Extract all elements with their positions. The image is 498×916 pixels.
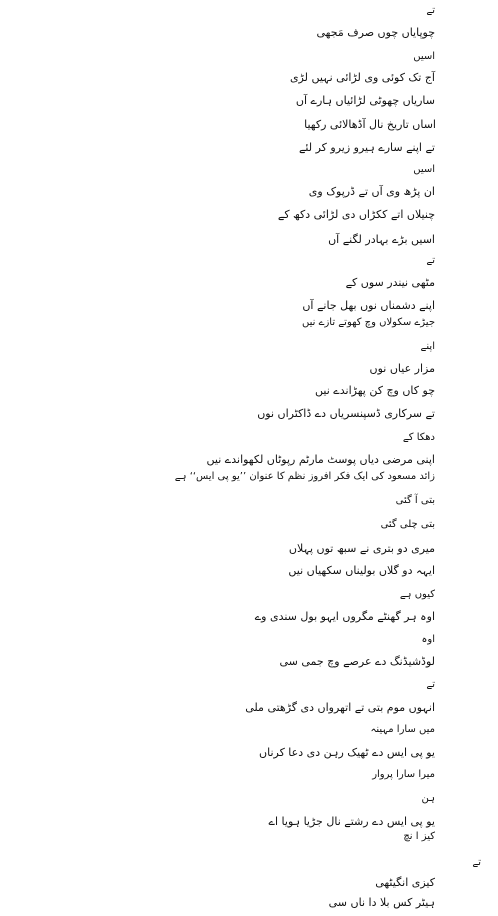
poem-line: اپنی مرضی دیاں پوسٹ مارٹم رپوٹاں لکھواندے نیں [206,453,435,466]
poem-line: تے سرکاری ڈسپنسریاں دے ڈاکٹراں نوں [257,407,435,420]
poem-line: تے [472,857,481,868]
poem-line: ایہہ دو گلاں بولیناں سکھیاں نیں [288,564,435,577]
poem-line: انہوں موم بتی تے اتھرواں دی گڑھتی ملی [245,701,435,714]
poem-line: اسیں [413,164,435,175]
poem-line: اسیں بڑے بہادر لگنے آں [328,233,435,246]
poem-line: ساریاں چھوٹی لڑائیاں ہارے آں [295,94,435,107]
poem-line: ہیٹر کس بلا دا ناں سی [328,896,435,909]
poem-line: تے [426,679,435,690]
poem-line: چو کاں وچ کن پھڑاندے نیں [315,384,435,397]
poem-line: اسیں [413,51,435,62]
poem-line: اپنے [420,341,435,352]
poem-line: چنیلاں اتے ککڑاں دی لڑائی دکھ کے [277,208,435,221]
poem-line: جیڑے سکولاں وچ کھوتے تازے نیں [302,317,435,328]
poem-line: لوڈشیڈنگ دے عرصے وچ جمی سی [279,655,435,668]
poem-line: اپنے دشمناں نوں بھل جانے آں [302,299,435,312]
poem-line: اساں تاریخ نال آڈھالائی رکھیا [304,118,436,131]
poem-line: کیزی انگیٹھی [375,876,435,889]
poem-line: ہن [421,793,435,804]
poem-line: میں سارا مہینہ [370,724,435,735]
poem-line: بتی چلی گئی [380,519,435,530]
poem-line: مزار عیاں نوں [369,362,435,375]
poem-line: یو پی ایس دے رشتے نال جڑیا ہویا اے [268,815,435,828]
poem-line: تے اپنے سارے ہیرو زیرو کر لئے [298,141,435,154]
poem-line: میری دو بتری نے سبھ توں پہلاں [288,542,435,555]
poem-line: آج تک کوئی وی لڑائی نہیں لڑی [289,71,435,84]
poem-line: چوپایاں چوں صرف مَجھی [316,26,435,39]
poem-line: کیوں ہے [399,589,435,600]
poem-line: یو پی ایس دے ٹھیک رہن دی دعا کرناں [259,746,435,759]
poem-line: زائد مسعود کی ایک فکر افروز نظم کا عنوان ’’یو پی ایس‘‘ ہے [174,471,435,482]
poem-line: میرا سارا پروار [372,769,435,780]
poem-line: اوہ [421,634,435,645]
poem-line: ان پڑھ وی آں تے ڈرپوک وی [308,185,435,198]
poem-line: تے [426,255,435,266]
poem-line: کیز ا نچ [403,831,435,842]
poem-line: اوہ ہر گھنٹے مگروں ایہو بول سندی وے [254,610,435,623]
poem-line: تے [426,5,435,16]
poem-line: دھکا کے [402,432,435,443]
poem-line: مٹھی نیندر سوں کے [345,276,435,289]
poem-line: بتی آ گئی [395,495,435,506]
